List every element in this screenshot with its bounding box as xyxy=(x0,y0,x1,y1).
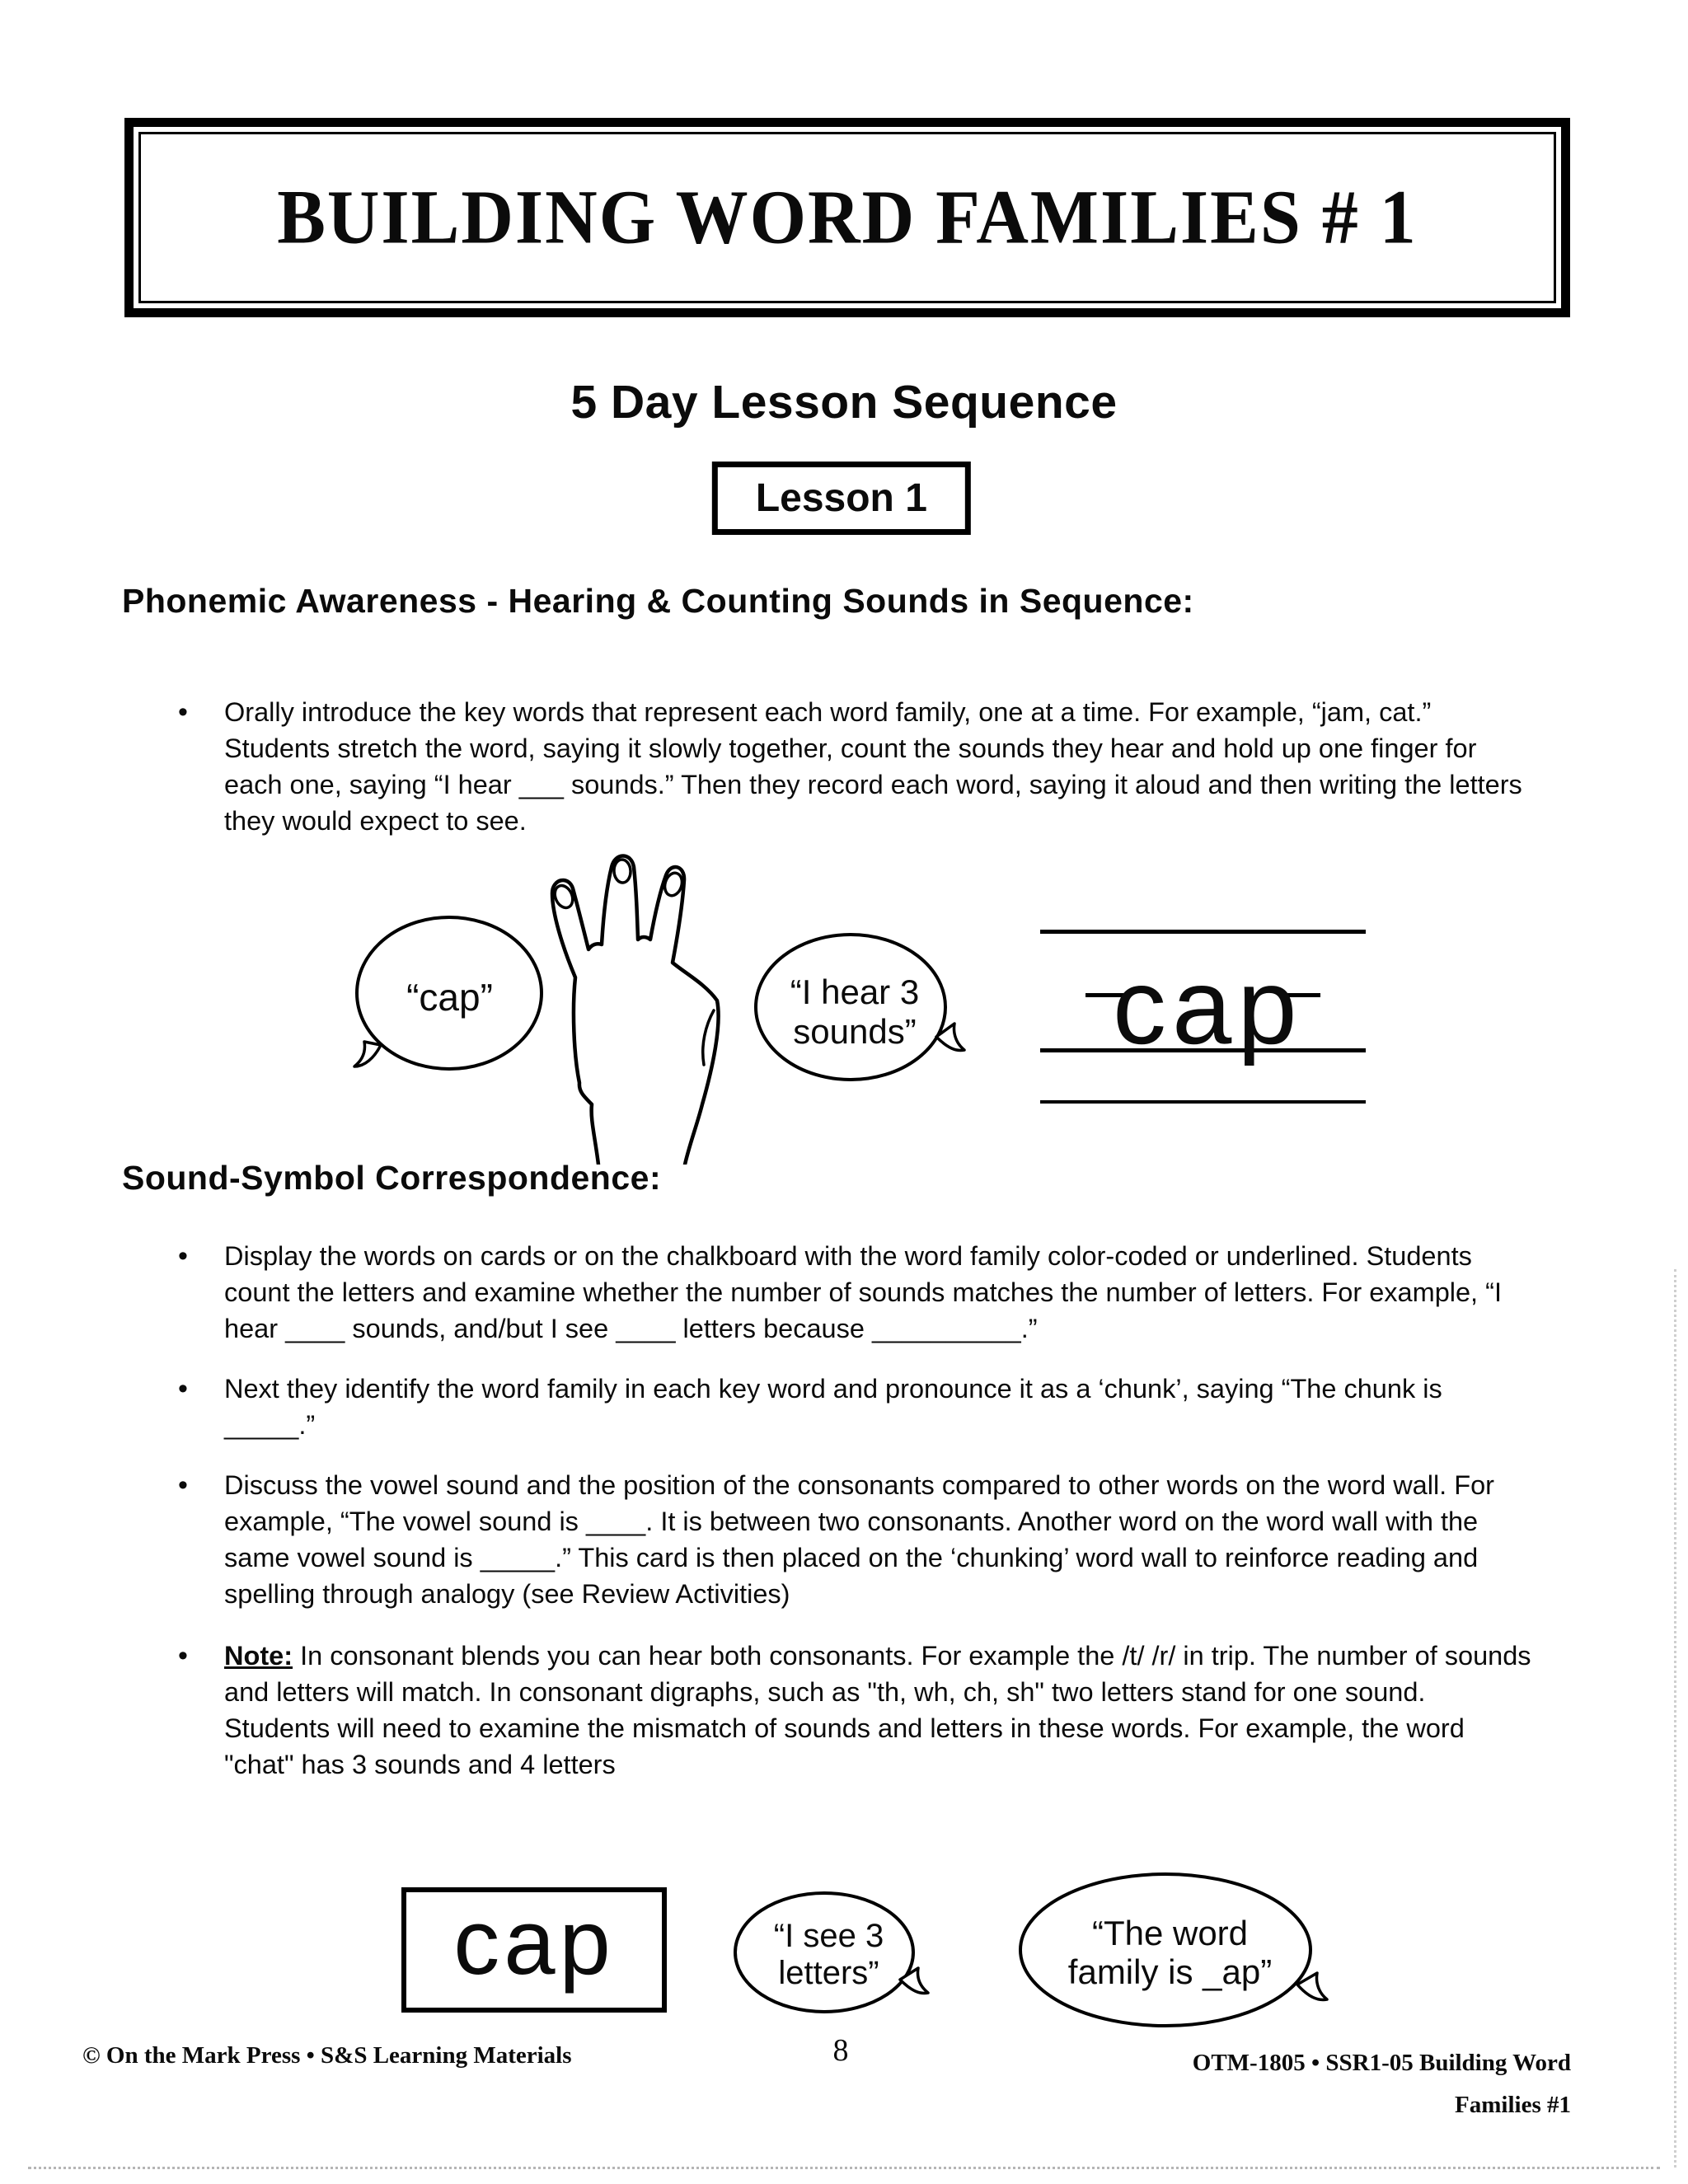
page-number: 8 xyxy=(832,2033,849,2068)
bullet-marker: • xyxy=(178,1469,188,1501)
fingernail-icon xyxy=(613,859,631,883)
word-card-text: cap xyxy=(453,1891,615,1994)
footer-product-code xyxy=(1193,2042,1571,2126)
bullet-marker: • xyxy=(178,1373,188,1404)
bullet-item xyxy=(178,1238,1546,1347)
hand-three-fingers-illustration xyxy=(536,847,738,1165)
speech-bubble-text-line: “I hear 3 xyxy=(790,972,920,1012)
bullet-text: Orally introduce the key words that represent each word family, one at a time. For example, “jam, cat.” Students stretch the word, saying it slowly together, count the sounds they hear and hold up one finger for each one, saying “I hear ___ sounds.” Then they record each word, saying it aloud and then writing the letters they would expect to see. xyxy=(224,697,1522,836)
speech-bubble-text-line: letters” xyxy=(778,1954,879,1991)
note-text xyxy=(224,1638,1535,1783)
speech-bubble-text: “cap” xyxy=(406,975,493,1019)
footer-product-code-line2: Families #1 xyxy=(1455,2092,1571,2118)
scan-artifact-dotted-line xyxy=(1674,1269,1676,2168)
note-label: Note: xyxy=(224,1641,293,1671)
word-card xyxy=(401,1887,667,2013)
lesson-label-box: Lesson 1 xyxy=(712,462,971,535)
footer-product-code-line1: OTM-1805 • SSR1-05 Building Word xyxy=(1192,2050,1571,2076)
ruled-bottom-line xyxy=(1040,1100,1366,1104)
bullet-item xyxy=(178,1467,1546,1612)
title-box-inner-border xyxy=(138,132,1556,303)
speech-bubble-text-line: family is _ap” xyxy=(1067,1952,1273,1991)
bullet-item xyxy=(178,1371,1546,1443)
bullet-marker: • xyxy=(178,1640,188,1671)
bullet-text: Next they identify the word family in each key word and pronounce it as a ‘chunk’, saying “The chunk is _____.” xyxy=(224,1374,1442,1440)
speech-bubble-i-hear-3-sounds xyxy=(752,931,958,1092)
bullet-marker: • xyxy=(178,696,188,728)
section2-bullet-list xyxy=(178,1238,1546,1807)
speech-bubble-i-see-3-letters xyxy=(732,1891,926,2018)
section1-bullet-list xyxy=(178,694,1546,863)
speech-bubble-text-line: “I see 3 xyxy=(773,1917,884,1954)
handwriting-word: cap xyxy=(1113,946,1303,1066)
speech-bubble-word-family xyxy=(1015,1871,1325,2034)
page-title: BUILDING WORD FAMILIES # 1 xyxy=(277,175,1418,260)
ruled-top-line xyxy=(1040,930,1366,934)
footer-copyright: © On the Mark Press • S&S Learning Materials xyxy=(82,2042,572,2069)
speech-bubble-text-line: sounds” xyxy=(793,1011,917,1051)
handwriting-lines xyxy=(1040,925,1366,1104)
bullet-item xyxy=(178,694,1546,839)
subtitle: 5 Day Lesson Sequence xyxy=(570,376,1118,429)
scan-artifact-dotted-line xyxy=(28,2167,1660,2169)
bullet-marker: • xyxy=(178,1240,188,1272)
section2-heading: Sound-Symbol Correspondence: xyxy=(122,1159,662,1197)
bullet-item-note xyxy=(178,1638,1546,1783)
bullet-text: Display the words on cards or on the chalkboard with the word family color-coded or underlined. Students count the letters and examine whether the number of sounds matches the number of letters. For example, “I hear ____ sounds, and/but I see ____ letters because __________.” xyxy=(224,1241,1502,1343)
speech-bubble-text-line: “The word xyxy=(1091,1913,1249,1952)
bullet-text: Discuss the vowel sound and the position of the consonants compared to other words on the word wall. For example, “The vowel sound is ____. It is between two consonants. Another word on the word wall with the same vowel sound is _____.” This card is then placed on the ‘chunking’ word wall to reinforce reading and spelling through analogy (see Review Activities) xyxy=(224,1470,1494,1609)
speech-bubble-cap xyxy=(353,913,546,1082)
section1-heading: Phonemic Awareness - Hearing & Counting Sounds in Sequence: xyxy=(122,582,1194,620)
title-box xyxy=(124,118,1570,317)
note-body: In consonant blends you can hear both consonants. For example the /t/ /r/ in trip. The number of sounds and letters will match. In consonant digraphs, such as "th, wh, ch, sh" two letters stand for one sound. Students will need to examine the mismatch of sounds and letters in these words. For example, the word "chat" has 3 sounds and 4 letters xyxy=(224,1641,1531,1779)
